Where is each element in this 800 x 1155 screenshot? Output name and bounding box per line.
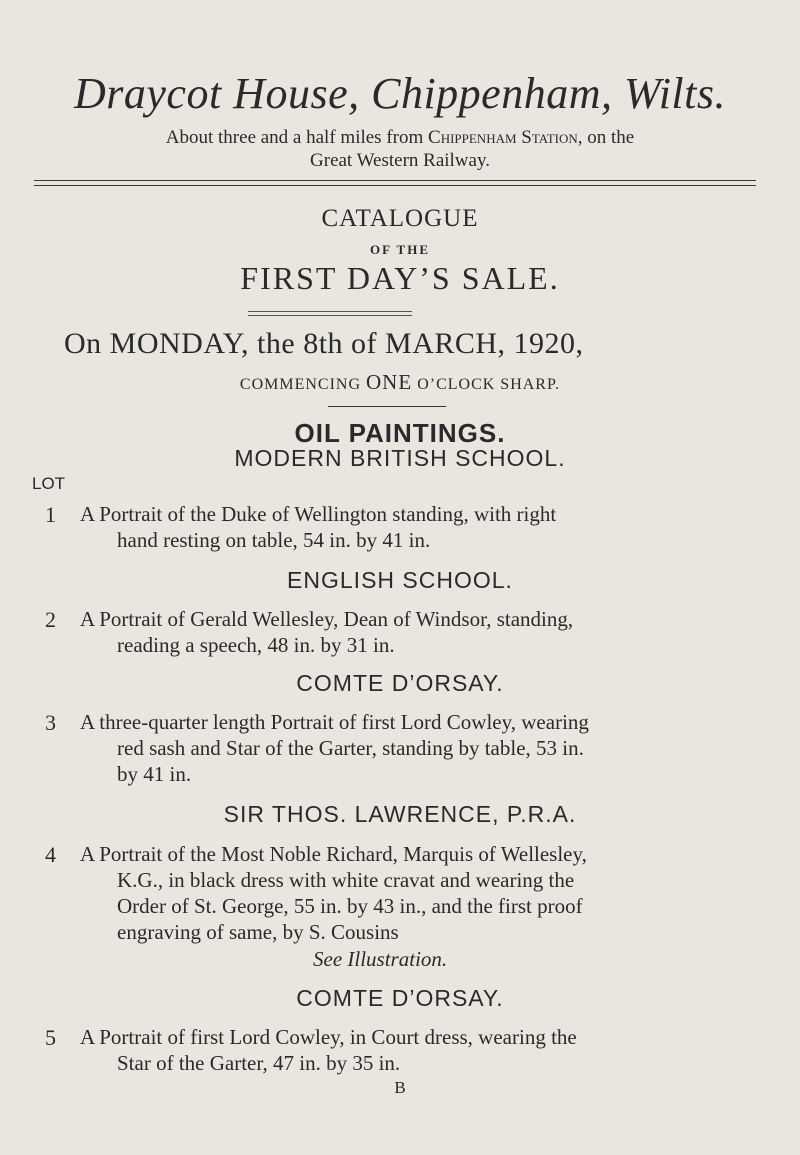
illustration-note: See Illustration. — [313, 947, 448, 971]
lot-description-line: A Portrait of Gerald Wellesley, Dean of Windsor, standing, — [80, 607, 574, 631]
school-heading: MODERN BRITISH SCHOOL. — [234, 445, 566, 471]
lot-description-line: hand resting on table, 54 in. by 41 in. — [117, 528, 431, 552]
lot-description-line: engraving of same, by S. Cousins — [117, 920, 399, 944]
lot-description-line: A Portrait of the Most Noble Richard, Marquis of Wellesley, — [80, 842, 587, 866]
sale-date: On MONDAY, the 8th of MARCH, 1920, — [64, 327, 584, 360]
lot-description-line: Star of the Garter, 47 in. by 35 in. — [117, 1051, 401, 1075]
lot-description-line: K.G., in black dress with white cravat and wearing the — [117, 868, 575, 892]
school-heading: ENGLISH SCHOOL. — [287, 567, 513, 593]
station-name: Chippenham Station — [428, 127, 578, 148]
commencing-word: COMMENCING — [239, 376, 367, 393]
page-title: Draycot House, Chippenham, Wilts. — [73, 69, 726, 118]
railway-line: Great Western Railway. — [310, 150, 490, 171]
section-title: OIL PAINTINGS. — [294, 418, 506, 448]
sale-name: FIRST DAY’S SALE. — [240, 260, 560, 296]
lot-column-header: LOT — [32, 474, 66, 493]
location-text-2: , on the — [577, 127, 635, 148]
school-heading: SIR THOS. LAWRENCE, P.R.A. — [223, 801, 577, 827]
lot-description-line: Order of St. George, 55 in. by 43 in., and the first proof — [117, 894, 583, 918]
catalogue-heading: CATALOGUE — [321, 205, 479, 232]
of-the-label: OF THE — [369, 242, 431, 257]
school-heading: COMTE D’ORSAY. — [296, 670, 504, 696]
mini-rule-divider — [328, 406, 446, 409]
start-time — [0, 370, 800, 395]
double-rule-divider — [34, 180, 756, 186]
lot-description-line: A Portrait of first Lord Cowley, in Court dress, wearing the — [80, 1025, 577, 1049]
signature-mark: B — [394, 1078, 406, 1097]
lot-description-line: by 41 in. — [117, 762, 192, 786]
oclock-sharp: O’CLOCK SHARP. — [412, 376, 561, 393]
location-line — [0, 127, 800, 149]
lot-number: 1 — [45, 502, 56, 527]
lot-number: 4 — [45, 842, 56, 867]
lot-description-line: reading a speech, 48 in. by 31 in. — [117, 633, 395, 657]
time-word: ONE — [366, 370, 413, 394]
short-rule-divider — [248, 311, 412, 316]
lot-description-line: A three-quarter length Portrait of first Lord Cowley, wearing — [80, 710, 589, 734]
lot-number: 2 — [45, 607, 56, 632]
lot-number: 3 — [45, 710, 56, 735]
lot-number: 5 — [45, 1025, 56, 1050]
lot-description-line: A Portrait of the Duke of Wellington standing, with right — [80, 502, 557, 526]
location-text-1: About three and a half miles from — [165, 127, 429, 148]
school-heading: COMTE D’ORSAY. — [296, 985, 504, 1011]
lot-description-line: red sash and Star of the Garter, standing by table, 53 in. — [117, 736, 584, 760]
